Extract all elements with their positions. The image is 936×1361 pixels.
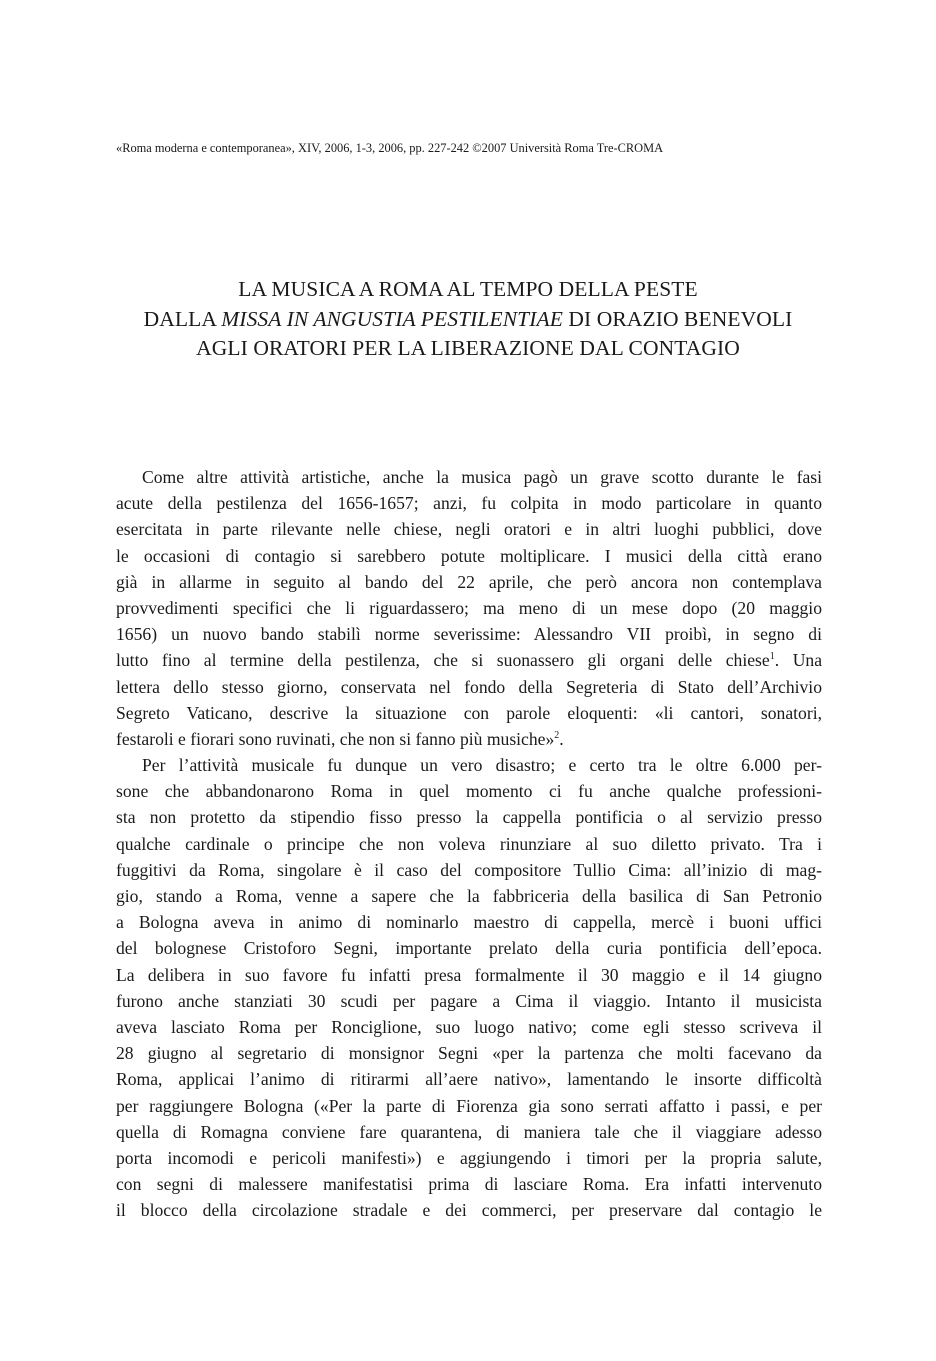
body-line: Come altre attività artistiche, anche la musica pagò un grave scotto durante le fasi bbox=[142, 467, 822, 487]
body-line: qualche cardinale o principe che non voleva rinunziare al suo diletto privato. Tra i bbox=[116, 833, 822, 854]
body-line: furono anche stanziati 30 scudi per pagare a Cima il viaggio. Intanto il musicista bbox=[116, 990, 822, 1011]
body-line: il blocco della circolazione stradale e dei commerci, per preservare dal contagio le bbox=[116, 1200, 822, 1221]
body-line: fuggitivi da Roma, singolare è il caso del compositore Tullio Cima: all’inizio di mag- bbox=[116, 859, 822, 880]
body-line: a Bologna aveva in animo di nominarlo maestro di cappella, mercè i buoni uffici bbox=[116, 912, 822, 933]
body-line: 28 giugno al segretario di monsignor Segni «per la partenza che molti facevano da bbox=[116, 1043, 822, 1064]
body-line: quella di Romagna conviene fare quarantena, di maniera tale che il viaggiare adesso bbox=[116, 1121, 822, 1142]
footnote-ref-1[interactable]: 1 bbox=[769, 651, 775, 663]
body-line: 1656) un nuovo bando stabilì norme severissime: Alessandro VII proibì, in segno di bbox=[116, 624, 822, 645]
body-line: Per l’attività musicale fu dunque un vero disastro; e certo tra le oltre 6.000 per- bbox=[142, 755, 822, 776]
article-body bbox=[116, 464, 822, 1223]
body-line bbox=[116, 647, 822, 673]
paragraph-1 bbox=[116, 464, 822, 752]
body-line: aveva lasciato Roma per Ronciglione, suo luogo nativo; come egli stesso scriveva il bbox=[116, 1016, 822, 1037]
body-line bbox=[116, 726, 822, 752]
body-line: sone che abbandonarono Roma in quel momento ci fu anche qualche professioni- bbox=[116, 781, 822, 802]
body-line: del bolognese Cristoforo Segni, importante prelato della curia pontificia dell’epoca. bbox=[116, 938, 822, 959]
title-line-2-italic: MISSA IN ANGUSTIA PESTILENTIAE bbox=[221, 306, 563, 331]
title-line-3: AGLI ORATORI PER LA LIBERAZIONE DAL CONTAGIO bbox=[196, 336, 740, 360]
body-line: sta non protetto da stipendio fisso presso la cappella pontificia o al servizio presso bbox=[116, 807, 822, 828]
title-line-2 bbox=[100, 305, 836, 335]
body-line-text: lutto fino al termine della pestilenza, che si suonassero gli organi delle chiese bbox=[116, 650, 770, 671]
body-line-text: . bbox=[559, 728, 564, 749]
journal-citation: «Roma moderna e contemporanea», XIV, 2006, 1-3, 2006, pp. 227-242 ©2007 Università Roma Tre-CROMA bbox=[116, 141, 664, 155]
body-line: con segni di malessere manifestatisi prima di lasciare Roma. Era infatti intervenuto bbox=[116, 1174, 822, 1195]
body-line: acute della pestilenza del 1656-1657; anzi, fu colpita in modo particolare in quanto bbox=[116, 493, 822, 514]
body-line: provvedimenti specifici che li riguardassero; ma meno di un mese dopo (20 maggio bbox=[116, 597, 822, 618]
title-line-2-suffix: DI ORAZIO BENEVOLI bbox=[562, 306, 793, 331]
title-line-2-prefix: DALLA bbox=[143, 306, 222, 331]
article-title bbox=[100, 275, 836, 364]
title-line-1: LA MUSICA A ROMA AL TEMPO DELLA PESTE bbox=[238, 277, 698, 301]
body-line-text: . Una bbox=[774, 650, 822, 671]
body-line: porta incomodi e pericoli manifesti») e aggiungendo i timori per la propria salute, bbox=[116, 1147, 822, 1168]
body-line: Roma, applicai l’animo di ritirarmi all’aere nativo», lamentando le insorte difficoltà bbox=[116, 1069, 822, 1090]
footnote-ref-2[interactable]: 2 bbox=[554, 729, 560, 741]
body-line-text: festaroli e fiorari sono ruvinati, che non si fanno più musiche» bbox=[116, 728, 555, 749]
body-line: lettera dello stesso giorno, conservata nel fondo della Segreteria di Stato dell’Archivio bbox=[116, 676, 822, 697]
body-line: già in allarme in seguito al bando del 22 aprile, che però ancora non contemplava bbox=[116, 571, 822, 592]
paragraph-2 bbox=[116, 752, 822, 1223]
body-line: Segreto Vaticano, descrive la situazione con parole eloquenti: «li cantori, sonatori, bbox=[116, 702, 822, 723]
body-line: le occasioni di contagio si sarebbero potute moltiplicare. I musici della città erano bbox=[116, 545, 822, 566]
body-line: esercitata in parte rilevante nelle chiese, negli oratori e in altri luoghi pubblici, dove bbox=[116, 519, 822, 540]
body-line: La delibera in suo favore fu infatti presa formalmente il 30 maggio e il 14 giugno bbox=[116, 964, 822, 985]
body-line: per raggiungere Bologna («Per la parte di Fiorenza gia sono serrati affatto i passi, e per bbox=[116, 1095, 822, 1116]
body-line: gio, stando a Roma, venne a sapere che la fabbriceria della basilica di San Petronio bbox=[116, 886, 822, 906]
